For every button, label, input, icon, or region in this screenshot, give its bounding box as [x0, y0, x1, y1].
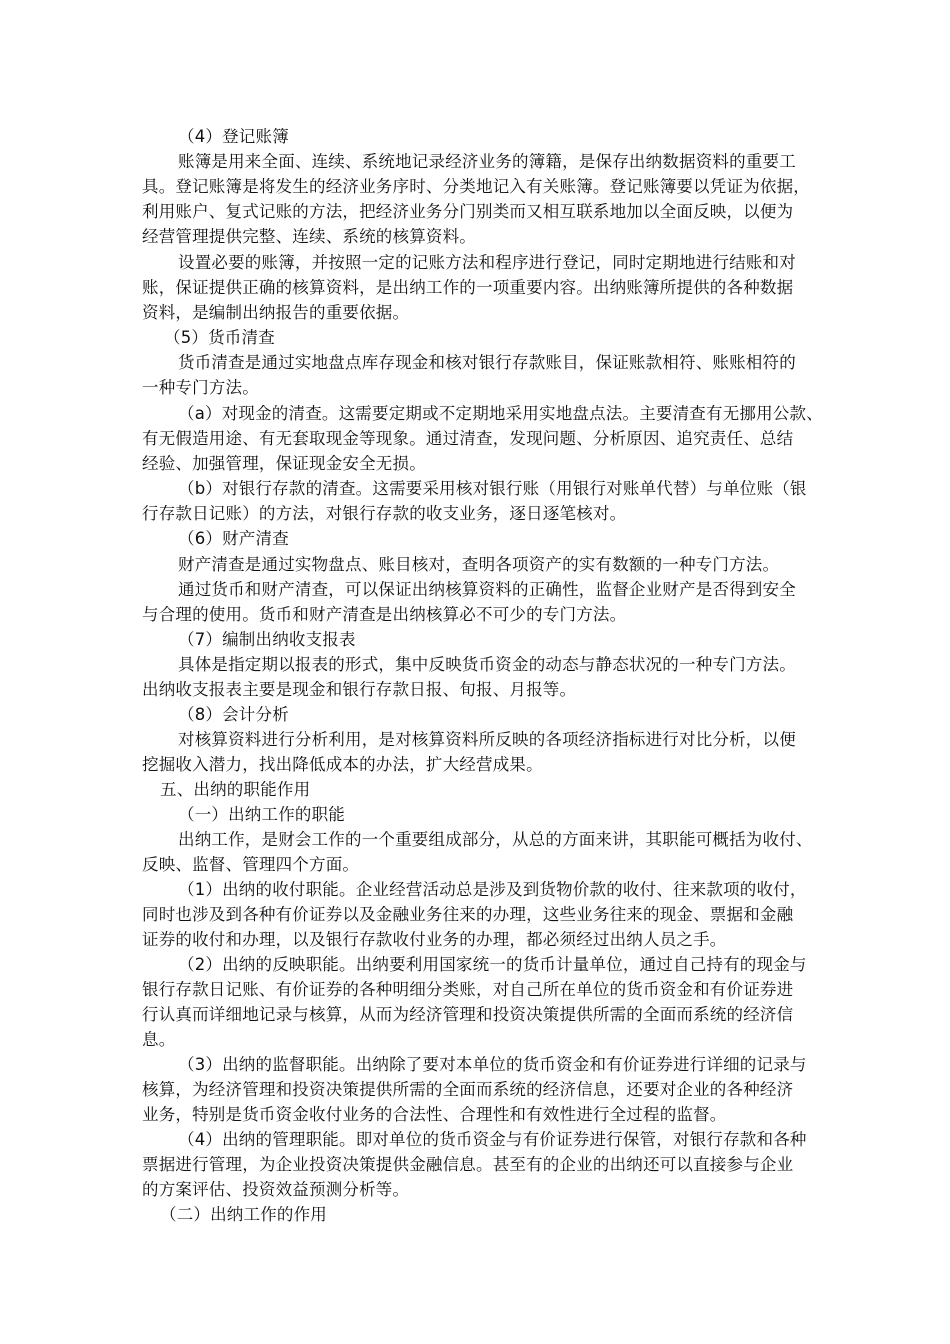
paragraph-line: 的方案评估、投资效益预测分析等。 — [142, 1180, 410, 1199]
paragraph-line: 银行存款日记账、有价证券的各种明细分类账，对自己所在单位的货币资金和有价证券进 — [142, 980, 794, 999]
heading-accounting-analysis: （8）会计分析 — [178, 705, 289, 724]
paragraph-line: 有无假造用途、有无套取现金等现象。通过清查，发现问题、分析原因、追究责任、总结 — [142, 429, 794, 448]
paragraph-line: 具。登记账簿是将发生的经济业务序时、分类地记入有关账簿。登记账簿要以凭证为依据， — [142, 177, 810, 196]
paragraph-line: （1）出纳的收付职能。企业经营活动总是涉及到货物价款的收付、往来款项的收付， — [178, 880, 807, 899]
paragraph-line: 业务，特别是货币资金收付业务的合法性、合理性和有效性进行全过程的监督。 — [142, 1105, 727, 1124]
paragraph-line: 息。 — [142, 1030, 176, 1049]
paragraph-line: 通过货币和财产清查，可以保证出纳核算资料的正确性，监督企业财产是否得到安全 — [178, 580, 796, 599]
paragraph-line: 票据进行管理，为企业投资决策提供金融信息。甚至有的企业的出纳还可以直接参与企业 — [142, 1155, 794, 1174]
subsection-heading-functions: （一）出纳工作的职能 — [178, 805, 345, 824]
paragraph-line: （2）出纳的反映职能。出纳要利用国家统一的货币计量单位，通过自己持有的现金与 — [178, 955, 807, 974]
paragraph-line: 经营管理提供完整、连续、系统的核算资料。 — [142, 227, 476, 246]
paragraph-line: 设置必要的账簿，并按照一定的记账方法和程序进行登记，同时定期地进行结账和对 — [178, 253, 796, 272]
paragraph-line: （b）对银行存款的清查。这需要采用核对银行账（用银行对账单代替）与单位账（银 — [178, 479, 807, 498]
paragraph-line: 货币清查是通过实地盘点库存现金和核对银行存款账目，保证账款相符、账账相符的 — [178, 353, 796, 372]
paragraph-line: 一种专门方法。 — [142, 378, 259, 397]
heading-register-ledger: （4）登记账簿 — [178, 127, 289, 146]
paragraph-line: 资料，是编制出纳报告的重要依据。 — [142, 303, 410, 322]
paragraph-line: 账簿是用来全面、连续、系统地记录经济业务的簿籍，是保存出纳数据资料的重要工 — [178, 152, 796, 171]
paragraph-line: 同时也涉及到各种有价证券以及金融业务往来的办理，这些业务往来的现金、票据和金融 — [142, 905, 794, 924]
paragraph-line: 经验、加强管理，保证现金安全无损。 — [142, 454, 426, 473]
paragraph-line: 财产清查是通过实物盘点、账目核对，查明各项资产的实有数额的一种专门方法。 — [178, 555, 780, 574]
paragraph-line: 出纳收支报表主要是现金和银行存款日报、旬报、月报等。 — [142, 680, 577, 699]
paragraph-line: 证券的收付和办理，以及银行存款收付业务的办理，都必须经过出纳人员之手。 — [142, 930, 727, 949]
paragraph-line: 利用账户、复式记账的方法，把经济业务分门别类而又相互联系地加以全面反映，以便为 — [142, 202, 794, 221]
paragraph-line: 与合理的使用。货币和财产清查是出纳核算必不可少的专门方法。 — [142, 605, 627, 624]
paragraph-line: （a）对现金的清查。这需要定期或不定期地采用实地盘点法。主要清查有无挪用公款、 — [178, 404, 823, 423]
paragraph-line: 行存款日记账）的方法，对银行存款的收支业务，逐日逐笔核对。 — [142, 504, 627, 523]
paragraph-line: （3）出纳的监督职能。出纳除了要对本单位的货币资金和有价证券进行详细的记录与 — [178, 1055, 807, 1074]
paragraph-line: 反映、监督、管理四个方面。 — [142, 855, 360, 874]
paragraph-line: 核算，为经济管理和投资决策提供所需的全面而系统的经济信息，还要对企业的各种经济 — [142, 1080, 794, 1099]
paragraph-line: 出纳工作，是财会工作的一个重要组成部分，从总的方面来讲，其职能可概括为收付、 — [178, 830, 813, 849]
heading-property-check: （6）财产清查 — [178, 529, 289, 548]
subsection-heading-role: （二）出纳工作的作用 — [160, 1205, 327, 1224]
section-heading-cashier-functions: 五、出纳的职能作用 — [160, 780, 311, 799]
paragraph-line: 挖掘收入潜力，找出降低成本的办法，扩大经营成果。 — [142, 755, 543, 774]
paragraph-line: （4）出纳的管理职能。即对单位的货币资金与有价证券进行保管，对银行存款和各种 — [178, 1130, 807, 1149]
paragraph-line: 行认真而详细地记录与核算，从而为经济管理和投资决策提供所需的全面而系统的经济信 — [142, 1005, 794, 1024]
paragraph-line: 具体是指定期以报表的形式，集中反映货币资金的动态与静态状况的一种专门方法。 — [178, 655, 796, 674]
heading-currency-check: （5）货币清查 — [164, 328, 275, 347]
heading-cash-report: （7）编制出纳收支报表 — [178, 630, 356, 649]
paragraph-line: 账，保证提供正确的核算资料，是出纳工作的一项重要内容。出纳账簿所提供的各种数据 — [142, 278, 794, 297]
paragraph-line: 对核算资料进行分析利用，是对核算资料所反映的各项经济指标进行对比分析，以便 — [178, 730, 796, 749]
